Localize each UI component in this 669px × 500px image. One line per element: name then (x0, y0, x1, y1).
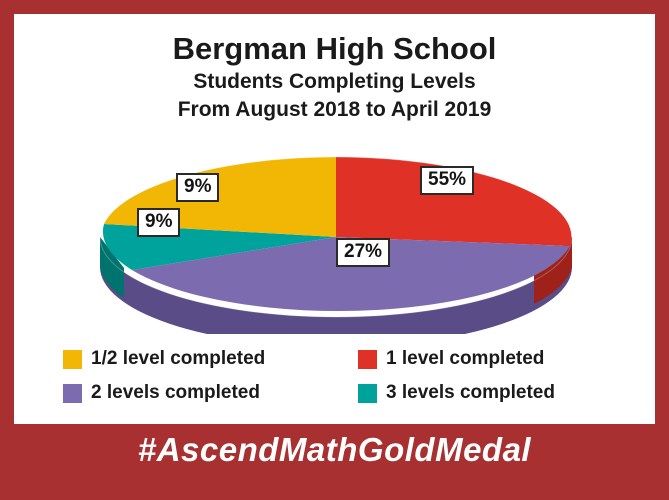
title-block (14, 30, 655, 124)
legend-swatch-teal (358, 384, 377, 403)
legend-label: 3 levels completed (386, 382, 555, 403)
chart-legend (59, 348, 629, 410)
data-label-2-levels: 27% (336, 238, 390, 267)
legend-label: 1 level completed (386, 348, 545, 369)
legend-label: 2 levels completed (91, 382, 260, 403)
legend-item-1-level (358, 348, 544, 370)
data-label-half-level: 9% (176, 173, 219, 202)
data-label-3-levels: 9% (137, 208, 180, 237)
hashtag-footer: #AscendMathGoldMedal (137, 431, 532, 468)
pie-chart (14, 134, 655, 334)
legend-swatch-red (358, 350, 377, 369)
legend-item-3-levels (358, 382, 555, 404)
page-title: Bergman High School (172, 31, 497, 66)
chart-card (14, 14, 655, 424)
legend-swatch-gold (63, 350, 82, 369)
subtitle-line-1: Students Completing Levels (193, 70, 476, 93)
legend-swatch-purple (63, 384, 82, 403)
legend-item-half-level (63, 348, 265, 370)
data-label-1-level: 55% (420, 166, 474, 195)
legend-label: 1/2 level completed (91, 348, 266, 369)
subtitle-line-2: From August 2018 to April 2019 (177, 98, 492, 121)
legend-item-2-levels (63, 382, 260, 404)
